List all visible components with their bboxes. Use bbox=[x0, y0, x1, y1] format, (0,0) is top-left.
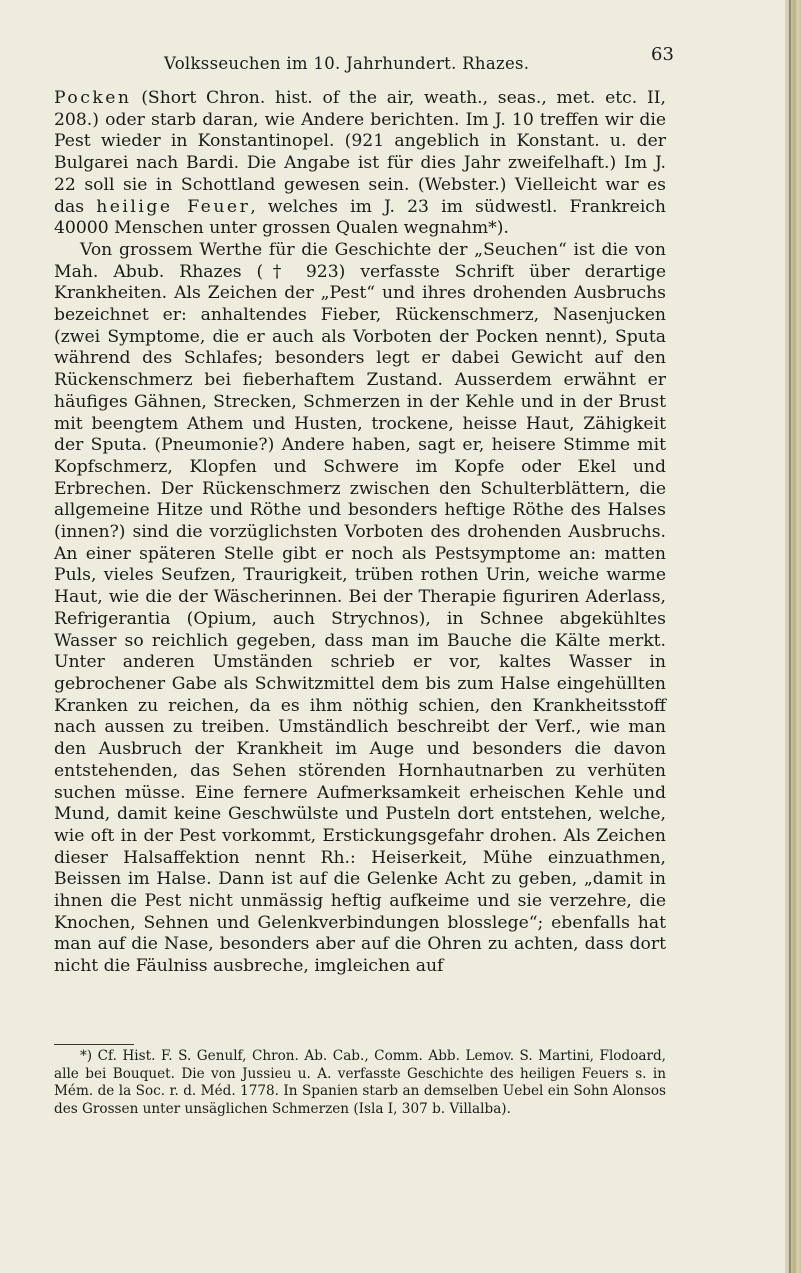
paragraph-1 bbox=[54, 88, 666, 240]
page-header bbox=[0, 44, 785, 84]
page-edge bbox=[785, 0, 801, 1273]
spaced-term-pocken: Pocken bbox=[54, 88, 132, 108]
paragraph-1-text-after: , welches im J. 23 im südwestl. Frankreich 40000 Menschen unter grossen Qualen wegnahm*). bbox=[54, 196, 667, 239]
running-head: Volksseuchen im 10. Jahrhundert. Rhazes. bbox=[164, 54, 530, 73]
page-number: 63 bbox=[651, 44, 674, 65]
footnote bbox=[54, 1048, 666, 1118]
footnote-text: *) Cf. Hist. F. S. Genulf, Chron. Ab. Cab., Comm. Abb. Lemov. S. Martini, Flodoard, alle bei Bouquet. Die von Jussieu u. A. verfasste Geschichte des heiligen Feuers s. in Mém. de la Soc. r. d. Méd. 1778. In Spanien starb an demselben Uebel ein Sohn Alonsos des Grossen unter unsäglichen Schmerzen (Isla I, 307 b. Villalba). bbox=[54, 1048, 666, 1117]
main-text bbox=[54, 88, 666, 978]
spaced-term-heilige-feuer: heilige Feuer bbox=[96, 196, 251, 217]
paragraph-1-text: (Short Chron. hist. of the air, weath., seas., met. etc. II, 208.) oder starb daran, wie Andere berichten. Im J. 10 treffen wir die Pest wieder in Konstantinopel. (921 angeblich in Konstant. u. der Bulgarei nach Bardi. Die Angabe ist für dies Jahr zweifelhaft.) Im J. 22 soll sie in Schottland gewesen sein. (Webster.) Vielleicht war es das bbox=[54, 88, 666, 217]
footnote-rule bbox=[54, 1044, 134, 1045]
page-edge-shadow bbox=[789, 0, 791, 1273]
paragraph-2: Von grossem Werthe für die Geschichte der „Seuchen“ ist die von Mah. Abub. Rhazes († 923) verfasste Schrift über derartige Krankheiten. Als Zeichen der „Pest“ und ihres drohenden Ausbruchs bezeichnet er: anhaltendes Fieber, Rückenschmerz, Nasenjucken (zwei Symptome, die er auch als Vorboten der Pocken nennt), Sputa während des Schlafes; besonders legt er dabei Gewicht auf den Rückenschmerz bei fieberhaftem Zustand. Ausserdem erwähnt er häufiges Gähnen, Strecken, Schmerzen in der Kehle und in der Brust mit beengtem Athem und Husten, trockene, heisse Haut, Zähigkeit der Sputa. (Pneumonie?) Andere haben, sagt er, heisere Stimme mit Kopfschmerz, Klopfen und Schwere im Kopfe oder Ekel und Erbrechen. Der Rückenschmerz zwischen den Schulterblättern, die allgemeine Hitze und Röthe und besonders heftige Röthe des Halses (innen?) sind die vorzüglichsten Vorboten des drohenden Ausbruchs. An einer späteren Stelle gibt er noch als Pestsymptome an: matten Puls, vieles Seufzen, Traurigkeit, trüben rothen Urin, weiche warme Haut, wie die der Wäscherinnen. Bei der Therapie figuriren Aderlass, Refrigerantia (Opium, auch Strychnos), in Schnee abgekühltes Wasser so reichlich gegeben, dass man im Bauche die Kälte merkt. Unter anderen Umständen schrieb er vor, kaltes Wasser in gebrochener Gabe als Schwitzmittel dem bis zum Halse eingehüllten Kranken zu reichen, da es ihm nöthig schien, den Krankheitsstoff nach aussen zu treiben. Umständlich beschreibt der Verf., wie man den Ausbruch der Krankheit im Auge und besonders die davon entstehenden, das Sehen störenden Hornhautnarben zu verhüten suchen müsse. Eine fernere Aufmerksamkeit erheischen Kehle und Mund, damit keine Geschwülste und Pusteln dort entstehen, welche, wie oft in der Pest vorkommt, Erstickungsgefahr drohen. Als Zeichen dieser Halsaffektion nennt Rh.: Heiserkeit, Mühe einzuathmen, Beissen im Halse. Dann ist auf die Gelenke Acht zu geben, „damit in ihnen die Pest nicht unmässig heftig aufkeime und sie verzehre, die Knochen, Sehnen und Gelenkverbindungen blosslege“; ebenfalls hat man auf die Nase, besonders aber auf die Ohren zu achten, dass dort nicht die Fäulniss ausbreche, imgleichen auf bbox=[54, 239, 666, 977]
